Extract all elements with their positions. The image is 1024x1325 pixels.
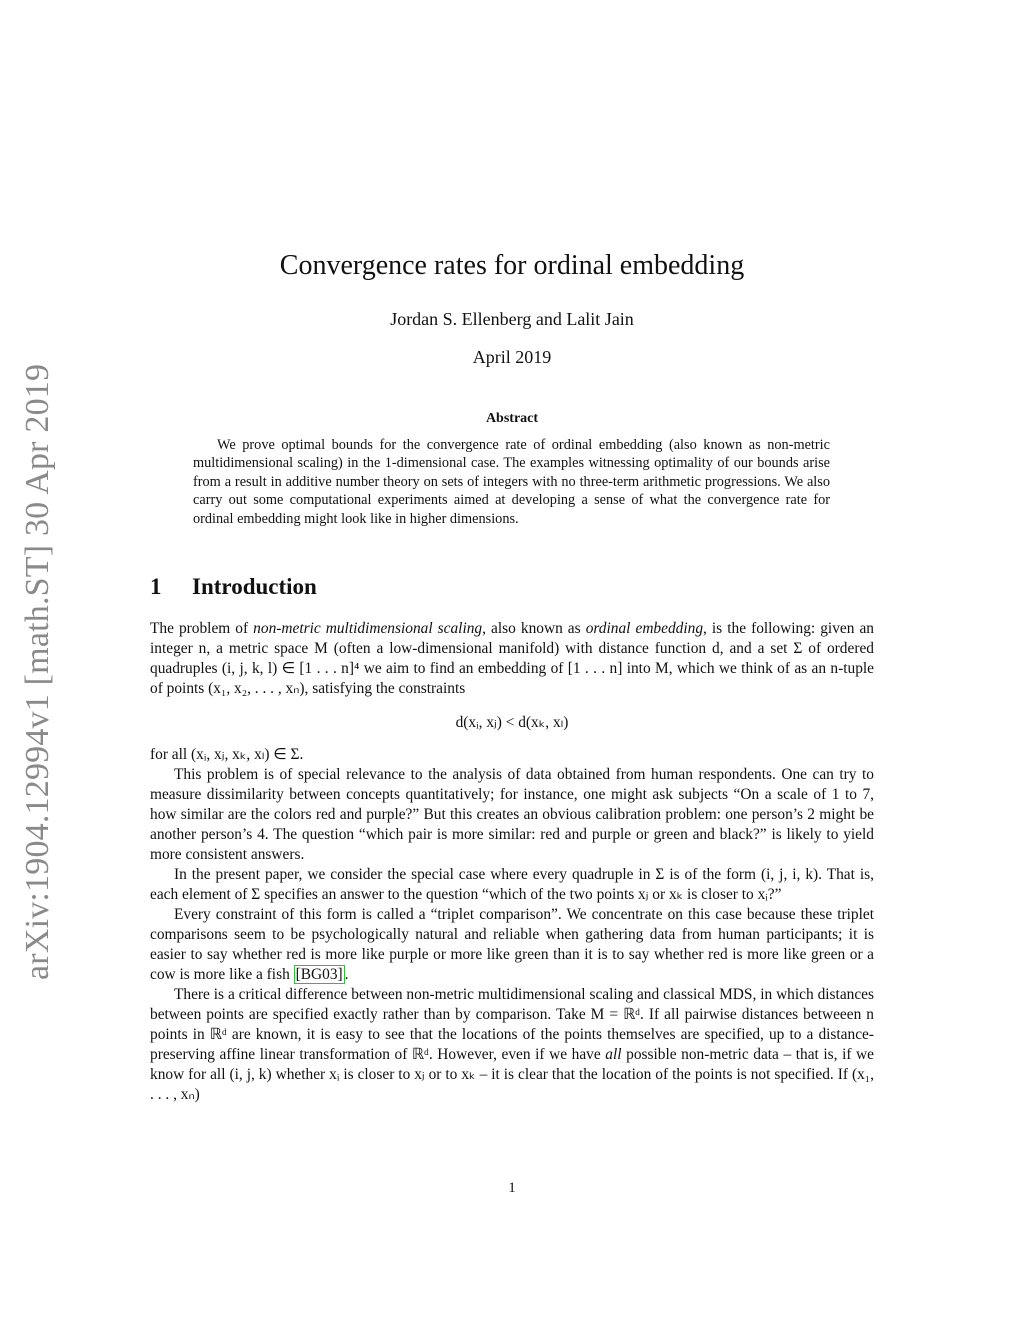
paragraph-5 [150,905,874,985]
paragraph-6 [150,985,874,1105]
text-run: The problem of [150,620,254,637]
text-run: . [344,966,349,983]
section-heading [150,574,874,600]
paper-title: Convergence rates for ordinal embedding [279,250,745,281]
abstract-heading: Abstract [485,411,539,426]
body-text [150,619,874,1105]
emphasis: ordinal embedding [585,620,704,637]
text-run: Every constraint of this form is called a “triplet comparison”. We concentrate on this case because these triplet comparisons seem to be psychologically natural and reliable when gathering data from human participants; it is easier to say whether red is more like purple or more like green than it is to say whether red is more like green or a cow is more like a fish [150,906,874,983]
citation-link[interactable]: [BG03] [295,966,343,983]
text-run: , is the following: given an integer n, a metric space M (often a low-dimensional manifold) with distance function d, and a set Σ of ordered quadruples (i, j, k, l) ∈ [1 . . . n]⁴ we aim to find an embedding of [1 . . . n] into M, which we think of as an n-tuple of points (x₁, x₂, . . . , xₙ), satisfying the constraints [150,620,874,697]
display-equation: d(xᵢ, xⱼ) < d(xₖ, xₗ) [455,714,569,731]
date: April 2019 [472,347,552,367]
emphasis: all [605,1046,622,1063]
paragraph-4: In the present paper, we consider the special case where every quadruple in Σ is of the form (i, j, i, k). That is, each element of Σ specifies an answer to the question “which of the two points xⱼ or xₖ is closer to xᵢ?” [150,866,874,903]
page-number: 1 [508,1180,516,1196]
section-title: Introduction [192,574,317,599]
paragraph-3: This problem is of special relevance to the analysis of data obtained from human respondents. One can try to measure dissimilarity between concepts quantitatively; for instance, one might ask subjects “On a scale of 1 to 7, how similar are the colors red and purple?” But this creates an obvious calibration problem: one person’s 2 might be another person’s 4. The question “which pair is more similar: red and purple or green and black?” is likely to yield more consistent answers. [150,766,874,863]
section-number: 1 [150,574,162,599]
abstract-text: We prove optimal bounds for the convergence rate of ordinal embedding (also known as non-metric multidimensional scaling) in the 1-dimensional case. The examples witnessing optimality of our bounds arise from a result in additive number theory on sets of integers with no three-term arithmetic progressions. We also carry out some computational experiments aimed at developing a sense of what the convergence rate for ordinal embedding might look like in higher dimensions. [193,437,830,527]
paragraph-2: for all (xᵢ, xⱼ, xₖ, xₗ) ∈ Σ. [150,746,304,763]
arxiv-stamp: arXiv:1904.12994v1 [math.ST] 30 Apr 2019 [19,363,56,980]
text-run: possible non-metric data – that is, if we know for all (i, j, k) whether xᵢ is closer to xⱼ or to xₖ – it is clear that the location of the points is not specified. If (x₁, . . . , xₙ) [150,1046,874,1103]
emphasis: non-metric multidimensional scaling [253,620,483,637]
authors: Jordan S. Ellenberg and Lalit Jain [390,309,634,329]
text-run: There is a critical difference between non-metric multidimensional scaling and classical MDS, in which distances between points are specified exactly rather than by comparison. Take M = ℝᵈ. If all pairwise distances betweeen n points in ℝᵈ are known, it is easy to see that the locations of the points themselves are specified, up to a distance-preserving affine linear transformation of ℝᵈ. However, even if we have [150,986,874,1063]
text-run: , also known as [482,620,586,637]
paragraph-1 [150,619,874,699]
